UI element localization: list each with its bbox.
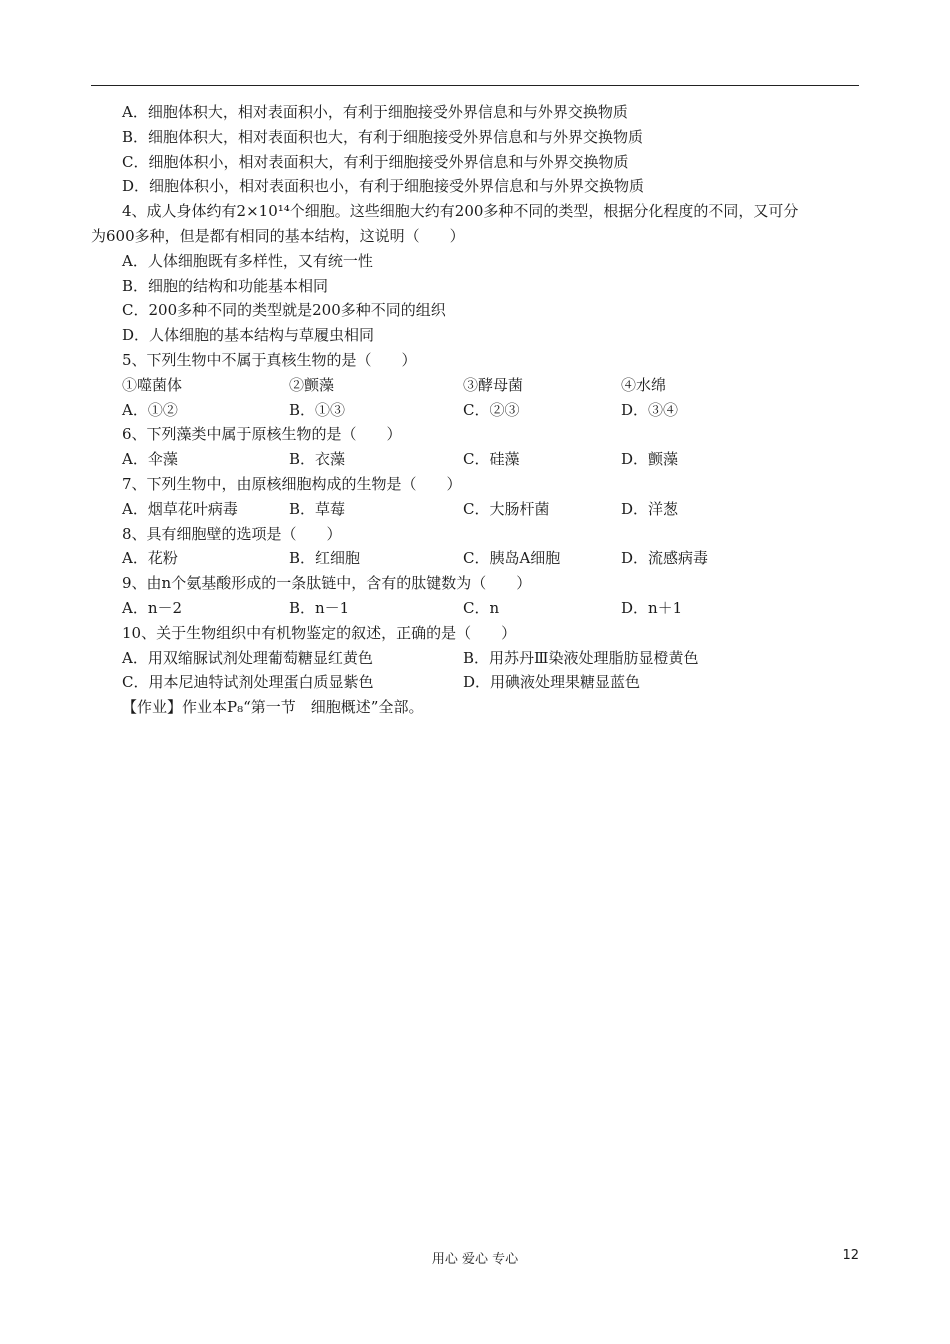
- text-line: 7、下列生物中，由原核细胞构成的生物是（ ）: [122, 474, 462, 493]
- text-line: D．细胞体积小，相对表面积也小，有利于细胞接受外界信息和与外界交换物质: [122, 177, 645, 196]
- text-line: 4、成人身体约有2×10¹⁴个细胞。这些细胞大约有200多种不同的类型，根据分化程度的不同，又可分: [122, 202, 799, 221]
- text-line: A．细胞体积大，相对表面积小，有利于细胞接受外界信息和与外界交换物质: [122, 103, 628, 121]
- option-cell: B．n－1: [289, 598, 350, 617]
- option-cell: D．n＋1: [621, 598, 683, 617]
- option-cell: D．用碘液处理果糖显蓝色: [463, 673, 641, 692]
- option-cell: C．大肠杆菌: [463, 499, 550, 518]
- options-row: [91, 497, 861, 522]
- option-cell: D．洋葱: [621, 499, 679, 518]
- option-cell: A．①②: [122, 400, 178, 419]
- options-row: [91, 373, 861, 398]
- option-cell: C．②③: [463, 400, 520, 419]
- option-cell: A．烟草花叶病毒: [122, 499, 238, 518]
- page-number: 12: [842, 1248, 859, 1263]
- option-cell: ②颤藻: [289, 375, 335, 394]
- option-cell: B．用苏丹Ⅲ染液处理脂肪显橙黄色: [463, 648, 699, 667]
- option-cell: B．红细胞: [289, 549, 361, 568]
- text-line: 6、下列藻类中属于原核生物的是（ ）: [122, 425, 402, 444]
- option-cell: D．③④: [621, 400, 679, 419]
- options-row: [91, 670, 861, 695]
- options-row: [91, 398, 861, 423]
- text-line: 【作业】作业本P₈“第一节 细胞概述”全部。: [122, 698, 424, 717]
- options-row: [91, 646, 861, 671]
- option-cell: B．草莓: [289, 499, 346, 518]
- option-cell: C．n: [463, 598, 500, 617]
- option-cell: A．用双缩脲试剂处理葡萄糖显红黄色: [122, 648, 373, 667]
- footer-slogan: 用心 爱心 专心: [431, 1252, 519, 1267]
- options-row: [91, 546, 861, 571]
- text-line-continued: 为600多种，但是都有相同的基本结构，这说明（ ）: [91, 226, 465, 245]
- option-cell: ④水绵: [621, 375, 667, 394]
- text-line: D．人体细胞的基本结构与草履虫相同: [122, 326, 375, 345]
- option-cell: B．①③: [289, 400, 346, 419]
- option-cell: C．用本尼迪特试剂处理蛋白质显紫色: [122, 673, 374, 692]
- text-line: 8、具有细胞壁的选项是（ ）: [122, 524, 342, 543]
- text-line: B．细胞体积大，相对表面积也大，有利于细胞接受外界信息和与外界交换物质: [122, 127, 644, 146]
- option-cell: B．衣藻: [289, 450, 346, 469]
- option-cell: ①噬菌体: [122, 375, 183, 394]
- options-row: [91, 447, 861, 472]
- option-cell: D．颤藻: [621, 450, 679, 469]
- option-cell: A．花粉: [122, 549, 178, 568]
- text-line: B．细胞的结构和功能基本相同: [122, 276, 329, 295]
- option-cell: A．伞藻: [122, 450, 178, 469]
- option-cell: ③酵母菌: [463, 375, 524, 394]
- text-line: 5、下列生物中不属于真核生物的是（ ）: [122, 350, 417, 369]
- header-rule: [91, 85, 859, 86]
- text-line: 10、关于生物组织中有机物鉴定的叙述，正确的是（ ）: [122, 623, 517, 642]
- option-cell: D．流感病毒: [621, 549, 709, 568]
- text-line: 9、由n个氨基酸形成的一条肽链中，含有的肽键数为（ ）: [122, 574, 532, 593]
- text-line: C．细胞体积小，相对表面积大，有利于细胞接受外界信息和与外界交换物质: [122, 152, 629, 171]
- document-body: [91, 100, 861, 720]
- text-line: A．人体细胞既有多样性，又有统一性: [122, 251, 373, 270]
- text-line: C．200多种不同的类型就是200多种不同的组织: [122, 301, 446, 320]
- option-cell: A．n－2: [122, 598, 183, 617]
- option-cell: C．硅藻: [463, 450, 520, 469]
- option-cell: C．胰岛A细胞: [463, 549, 561, 568]
- options-row: [91, 596, 861, 621]
